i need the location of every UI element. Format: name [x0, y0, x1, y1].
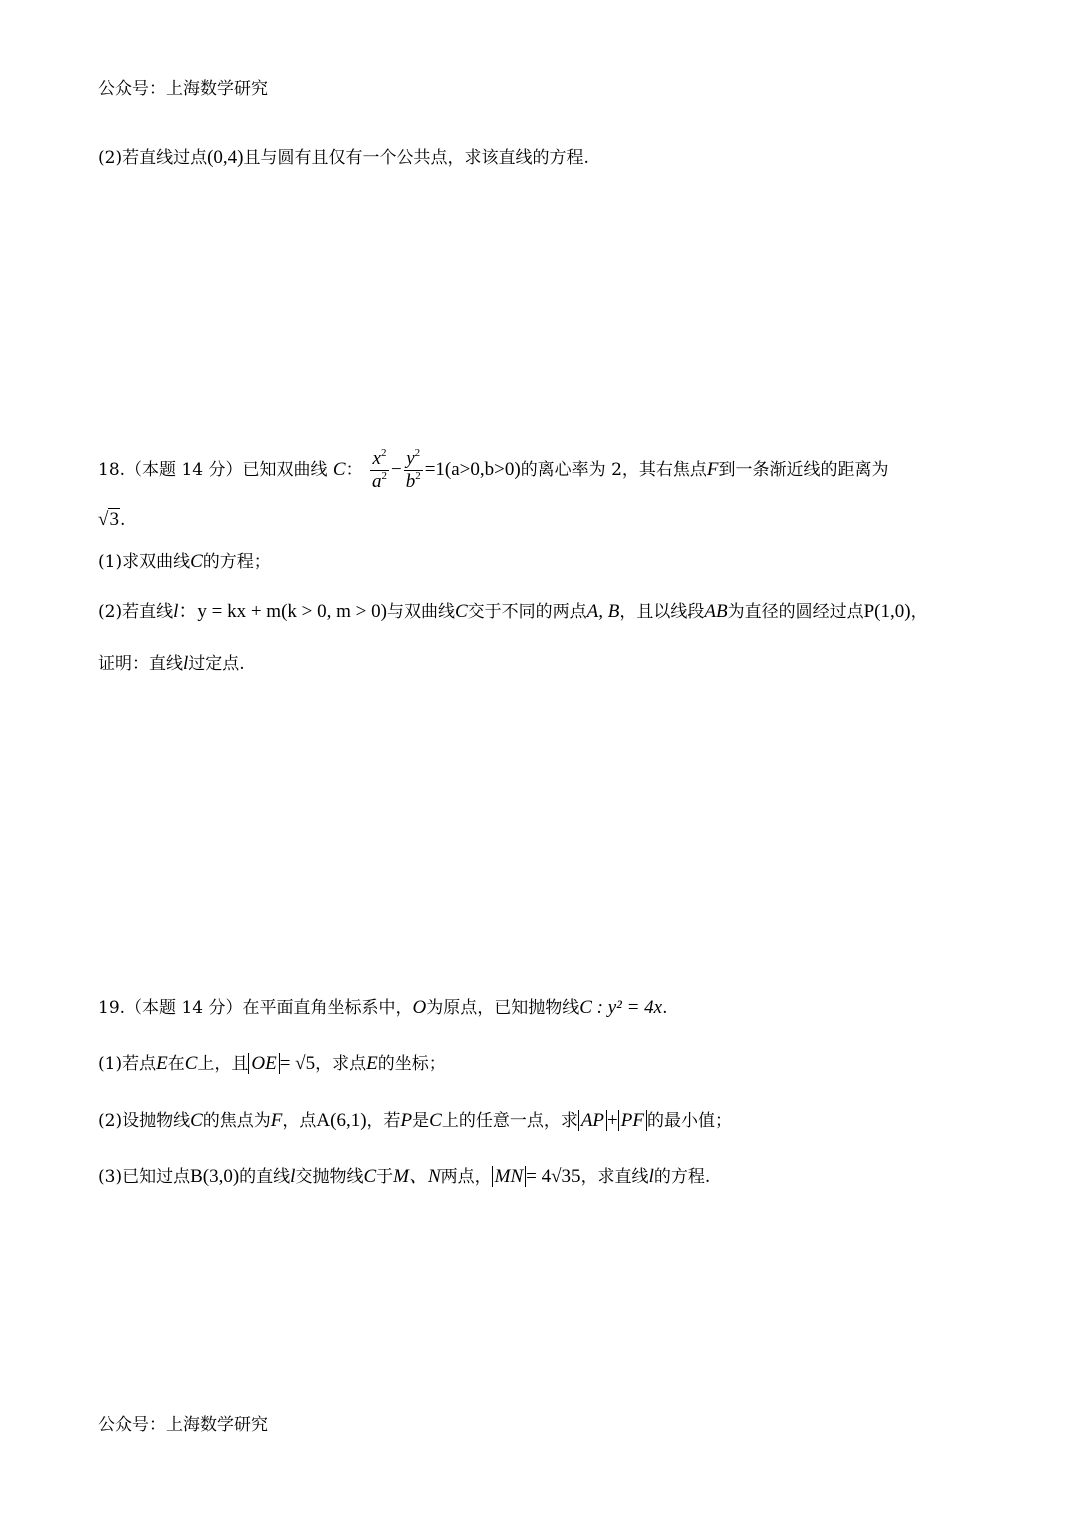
q19-part1: (1)若点E在C上，且 OE = √5，求点E的坐标； — [98, 1053, 446, 1074]
q18-frac-y: $\frac{y^2}{b^2}$ — [405, 447, 421, 492]
q18-stem: 18.（本题 14 分）已知双曲线 C： $\frac{x^2}{a^2}$ − $\frac{y^2}{b^2}$ =1(a>0,b>0)的离心率为 2，其右焦点F到一条渐近线的距离为 — [98, 447, 889, 492]
q19-part3: (3)已知过点B(3,0)的直线l交抛物线C于M、N两点， MN = 4√35，求直线l的方程. — [98, 1166, 711, 1187]
q19-abs-oe: OE — [248, 1053, 279, 1074]
q18-stem-cont: √3. — [98, 509, 126, 530]
q19-abs-ap: AP — [578, 1110, 607, 1131]
q19-abs-mn: MN — [492, 1166, 527, 1187]
q18-lead: 18.（本题 14 分）已知双曲线 — [98, 460, 328, 480]
q18-frac-x: $\frac{x^2}{a^2}$ — [371, 447, 387, 492]
q18-point-p: P(1,0) — [863, 601, 911, 622]
q18-part2-cont: 证明：直线l过定点. — [98, 653, 245, 674]
q18-tail: 到一条渐近线的距离为 — [718, 460, 889, 480]
q17-point: (0,4) — [207, 147, 244, 168]
q19-eq: C : y² = 4x — [579, 997, 663, 1018]
q19-part2: (2)设抛物线C的焦点为F，点A(6,1)，若P是C上的任意一点，求 AP + PF 的最小值； — [98, 1110, 732, 1131]
q19-stem: 19.（本题 14 分）在平面直角坐标系中，O为原点，已知抛物线C : y² = 4x. — [98, 997, 668, 1018]
q18-mid: 的离心率为 2，其右焦点 — [520, 460, 707, 480]
q17-part2-text-a: (2)若直线过点 — [98, 148, 208, 168]
q19-point-b: B(3,0) — [190, 1166, 240, 1187]
q18-part2: (2)若直线l：y = kx + m(k > 0, m > 0)与双曲线C交于不同的两点A, B，且以线段AB为直径的圆经过点P(1,0)， — [98, 601, 928, 622]
q17-part2-text-b: 且与圆有且仅有一个公共点，求该直线的方程. — [243, 148, 589, 168]
q18-sqrt: √3 — [98, 509, 119, 530]
q18-part1: (1)求双曲线C的方程； — [98, 551, 271, 572]
q18-cond: =1(a>0,b>0) — [424, 459, 521, 480]
q18-curve: C — [332, 459, 346, 480]
q18-line-eq: ：y = kx + m(k > 0, m > 0) — [178, 601, 387, 622]
q18-focus: F — [706, 459, 719, 480]
q18-colon: ： — [345, 460, 363, 480]
page-header: 公众号：上海数学研究 — [98, 79, 268, 99]
q19-abs-pf: PF — [618, 1110, 647, 1131]
q19-point-a: A(6,1) — [316, 1110, 367, 1131]
q17-part2 — [98, 146, 589, 170]
page-footer: 公众号：上海数学研究 — [98, 1415, 268, 1435]
